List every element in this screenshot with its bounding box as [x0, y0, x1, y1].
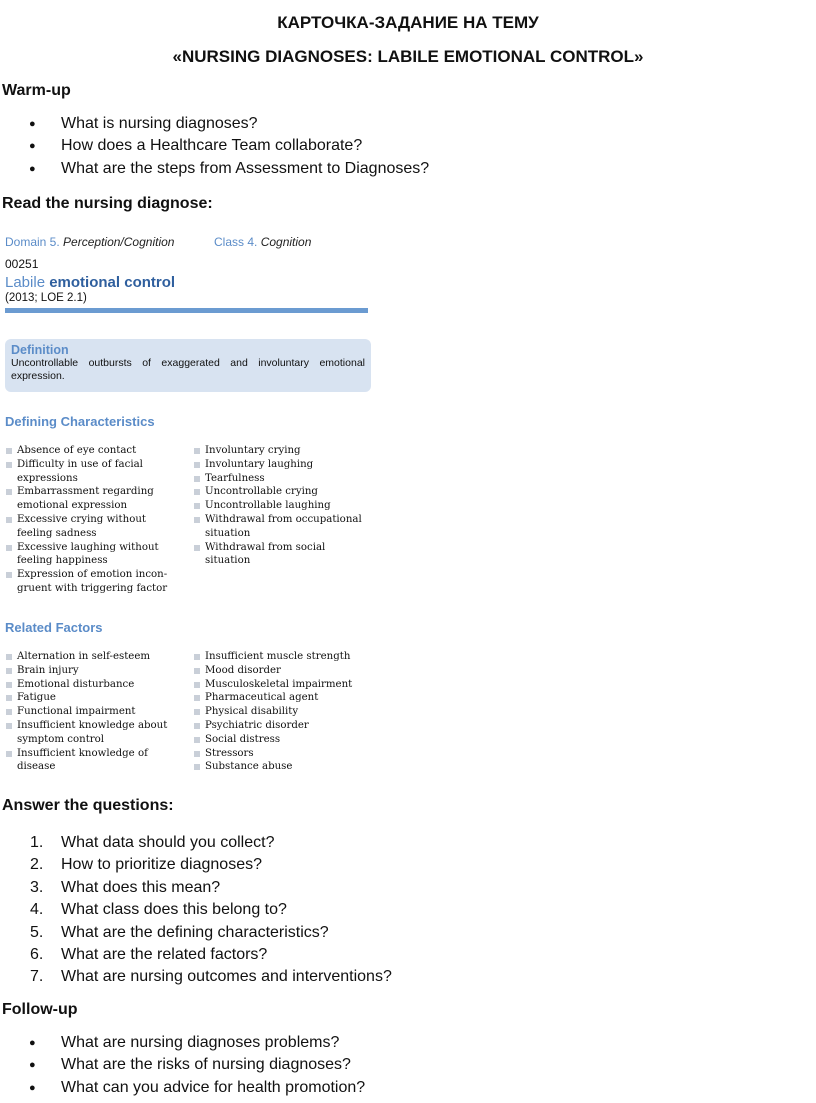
page-subtitle: «NURSING DIAGNOSES: LABILE EMOTIONAL CONTROL» [172, 47, 644, 66]
list-item: ● What are the risks of nursing diagnoses? [0, 1054, 365, 1076]
list-item: Alternation in self-esteem [5, 650, 180, 664]
followup-list [0, 1032, 365, 1099]
list-item: Physical disability [193, 705, 369, 719]
domain-line [5, 235, 174, 249]
list-item: Withdrawal from occupational situation [193, 513, 369, 541]
list-item: Difficulty in use of facial expressions [5, 458, 180, 486]
list-item: Functional impairment [5, 705, 180, 719]
item-number: 4. [30, 901, 44, 919]
diagnosis-year: (2013; LOE 2.1) [5, 292, 87, 304]
list-item: ● What is nursing diagnoses? [0, 113, 429, 135]
list-item: ● What are nursing diagnoses problems? [0, 1032, 365, 1054]
list-item: Excessive crying without feeling sadness [5, 513, 180, 541]
definition-text: Uncontrollable outbursts of exaggerated and involuntary emotional expression. [11, 357, 365, 382]
related-right-list [193, 650, 369, 774]
list-item: ● How does a Healthcare Team collaborate? [0, 135, 429, 157]
list-item: Involuntary crying [193, 444, 369, 458]
list-item: Brain injury [5, 664, 180, 678]
list-item [0, 832, 392, 854]
list-item: Excessive laughing without feeling happiness [5, 541, 180, 569]
item-text: What are the defining characteristics? [61, 923, 329, 941]
followup-heading: Follow-up [2, 1001, 78, 1018]
list-item: Involuntary laughing [193, 458, 369, 472]
list-item: Absence of eye contact [5, 444, 180, 458]
item-text: What class does this belong to? [61, 901, 287, 919]
list-item: Mood disorder [193, 664, 369, 678]
list-item: Insufficient knowledge of disease [5, 747, 180, 775]
list-item: Insufficient muscle strength [193, 650, 369, 664]
related-left-list [5, 650, 180, 774]
read-heading: Read the nursing diagnose: [2, 195, 213, 212]
class-label: Class 4. [214, 235, 258, 249]
defining-characteristics-title: Defining Characteristics [5, 414, 155, 429]
class-line [214, 235, 311, 249]
divider [5, 308, 368, 313]
list-item [0, 966, 392, 988]
list-item [0, 899, 392, 921]
list-item: Fatigue [5, 691, 180, 705]
item-number: 1. [30, 834, 44, 851]
answer-heading: Answer the questions: [2, 797, 174, 814]
diagnosis-title [5, 274, 175, 291]
list-item: Emotional disturbance [5, 678, 180, 692]
domain-name: Perception/Cognition [63, 235, 175, 249]
list-item: Pharmaceutical agent [193, 691, 369, 705]
list-item: Embarrassment regarding emotional expression [5, 485, 180, 513]
list-item: Expression of emotion incon-gruent with triggering factor [5, 568, 180, 596]
warmup-list [0, 113, 429, 180]
related-factors-title: Related Factors [5, 620, 103, 635]
item-text: How to prioritize diagnoses? [61, 856, 262, 874]
list-item: ● What are the steps from Assessment to Diagnoses? [0, 158, 429, 180]
item-text: What data should you collect? [61, 834, 275, 851]
item-number: 6. [30, 945, 44, 963]
list-item: Tearfulness [193, 472, 369, 486]
item-number: 3. [30, 878, 44, 896]
domain-label: Domain 5. [5, 235, 60, 249]
diagnosis-code: 00251 [5, 257, 39, 271]
list-item [0, 854, 392, 876]
list-item: Social distress [193, 733, 369, 747]
list-item: ● What can you advice for health promotion? [0, 1077, 365, 1099]
diagnosis-title-part1: Labile [5, 274, 46, 291]
list-item: Insufficient knowledge about symptom control [5, 719, 180, 747]
definition-box [5, 339, 371, 392]
warmup-heading: Warm-up [2, 82, 71, 99]
item-text: What does this mean? [61, 878, 221, 896]
list-item: Stressors [193, 747, 369, 761]
item-text: What are nursing outcomes and interventions? [61, 968, 392, 986]
item-text: What are the related factors? [61, 945, 268, 963]
defining-left-list [5, 444, 180, 596]
definition-title: Definition [11, 343, 69, 357]
list-item [0, 877, 392, 899]
item-number: 7. [30, 968, 44, 986]
diagnosis-title-part2: emotional control [49, 274, 176, 291]
list-item: Substance abuse [193, 760, 369, 774]
defining-right-list [193, 444, 369, 568]
list-item: Musculoskeletal impairment [193, 678, 369, 692]
page-title: КАРТОЧКА-ЗАДАНИЕ НА ТЕМУ [277, 13, 539, 32]
class-name: Cognition [260, 235, 312, 249]
list-item: Uncontrollable crying [193, 485, 369, 499]
item-number: 2. [30, 856, 44, 874]
item-number: 5. [30, 923, 44, 941]
list-item [0, 922, 392, 944]
questions-list [0, 832, 392, 989]
list-item [0, 944, 392, 966]
list-item: Uncontrollable laughing [193, 499, 369, 513]
list-item: Psychiatric disorder [193, 719, 369, 733]
list-item: Withdrawal from social situation [193, 541, 369, 569]
